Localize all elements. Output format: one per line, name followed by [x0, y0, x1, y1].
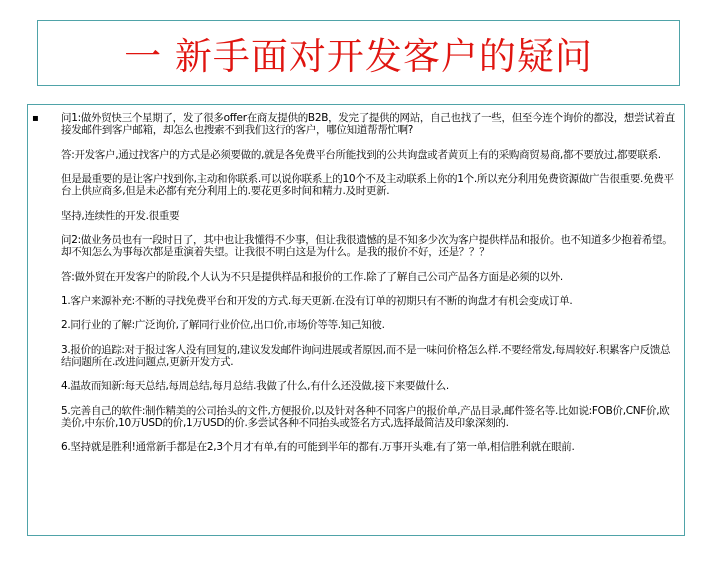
answer-1-part-2: 但是最重要的是让客户找到你,主动和你联系.可以说你联系上的10个不及主动联系上你的1个.所以充分利用免费资源做广告很重要.免费平台上供应商多,但是未必都有充分利用上的.要花更多时间和精力.及时更新.	[61, 172, 674, 198]
answer-2-point-5: 5.完善自己的软件:制作精美的公司抬头的文件,方便报价,以及针对各种不同客户的报价单,产品目录,邮件签名等.比如说:FOB价,CNF价,欧美价,中东价,10万USD的价,1万USD的价.多尝试各种不同抬头或签名方式,选择最简洁及印象深刻的.	[61, 404, 670, 429]
body-text	[61, 112, 676, 466]
answer-2-point-3: 3.报价的追踪:对于报过客人没有回复的,建议发发邮件询问进展或者原因,而不是一味问价格怎么样.不要经常发,每周较好.积累客户反馈总结问题所在.改进问题点,更新开发方式.	[61, 343, 671, 368]
answer-2-point-6: 6.坚持就是胜利!通常新手都是在2,3个月才有单,有的可能到半年的都有.万事开头难,有了第一单,相信胜利就在眼前.	[61, 441, 575, 454]
title-box	[37, 20, 680, 86]
answer-1-part-1: 答:开发客户,通过找客户的方式是必须要做的,就是各免费平台所能找到的公共询盘或者黄页上有的采购商贸易商,都不要放过,都要联系.	[61, 148, 661, 161]
content-box	[27, 104, 685, 536]
question-1: 问1:做外贸快三个星期了，发了很多offer在商友提供的B2B，发完了提供的网站，自己也找了一些，但至今连个询价的都没，想尝试着直接发邮件到客户邮箱，却怎么也搜索不到我们这行的客户，哪位知道帮帮忙啊?	[61, 112, 675, 137]
answer-2-point-1: 1.客户来源补充:不断的寻找免费平台和开发的方式.每天更新.在没有订单的初期只有不断的询盘才有机会变成订单.	[61, 294, 573, 307]
answer-2-point-4: 4.温故而知新:每天总结,每周总结,每月总结.我做了什么,有什么还没做,接下来要做什么.	[61, 380, 449, 393]
question-2: 问2:做业务员也有一段时日了，其中也让我懂得不少事，但让我很遗憾的是不知多少次为客户提供样品和报价。也不知道多少抱着希望。却不知怎么为事每次都是重演着失望。让我很不明白这是为什么。是我的报价不好，还是？？？	[61, 233, 673, 259]
answer-2-point-2: 2.同行业的了解:广泛询价,了解同行业价位,出口价,市场价等等.知己知彼.	[61, 319, 385, 332]
answer-2-intro: 答:做外贸在开发客户的阶段,个人认为不只是提供样品和报价的工作.除了了解自己公司产品各方面是必须的以外.	[61, 270, 563, 283]
slide-title: 一 新手面对开发客户的疑问	[124, 35, 593, 78]
answer-1-part-3: 坚持,连续性的开发.很重要	[61, 209, 180, 222]
bullet-icon: ▪	[32, 113, 39, 124]
